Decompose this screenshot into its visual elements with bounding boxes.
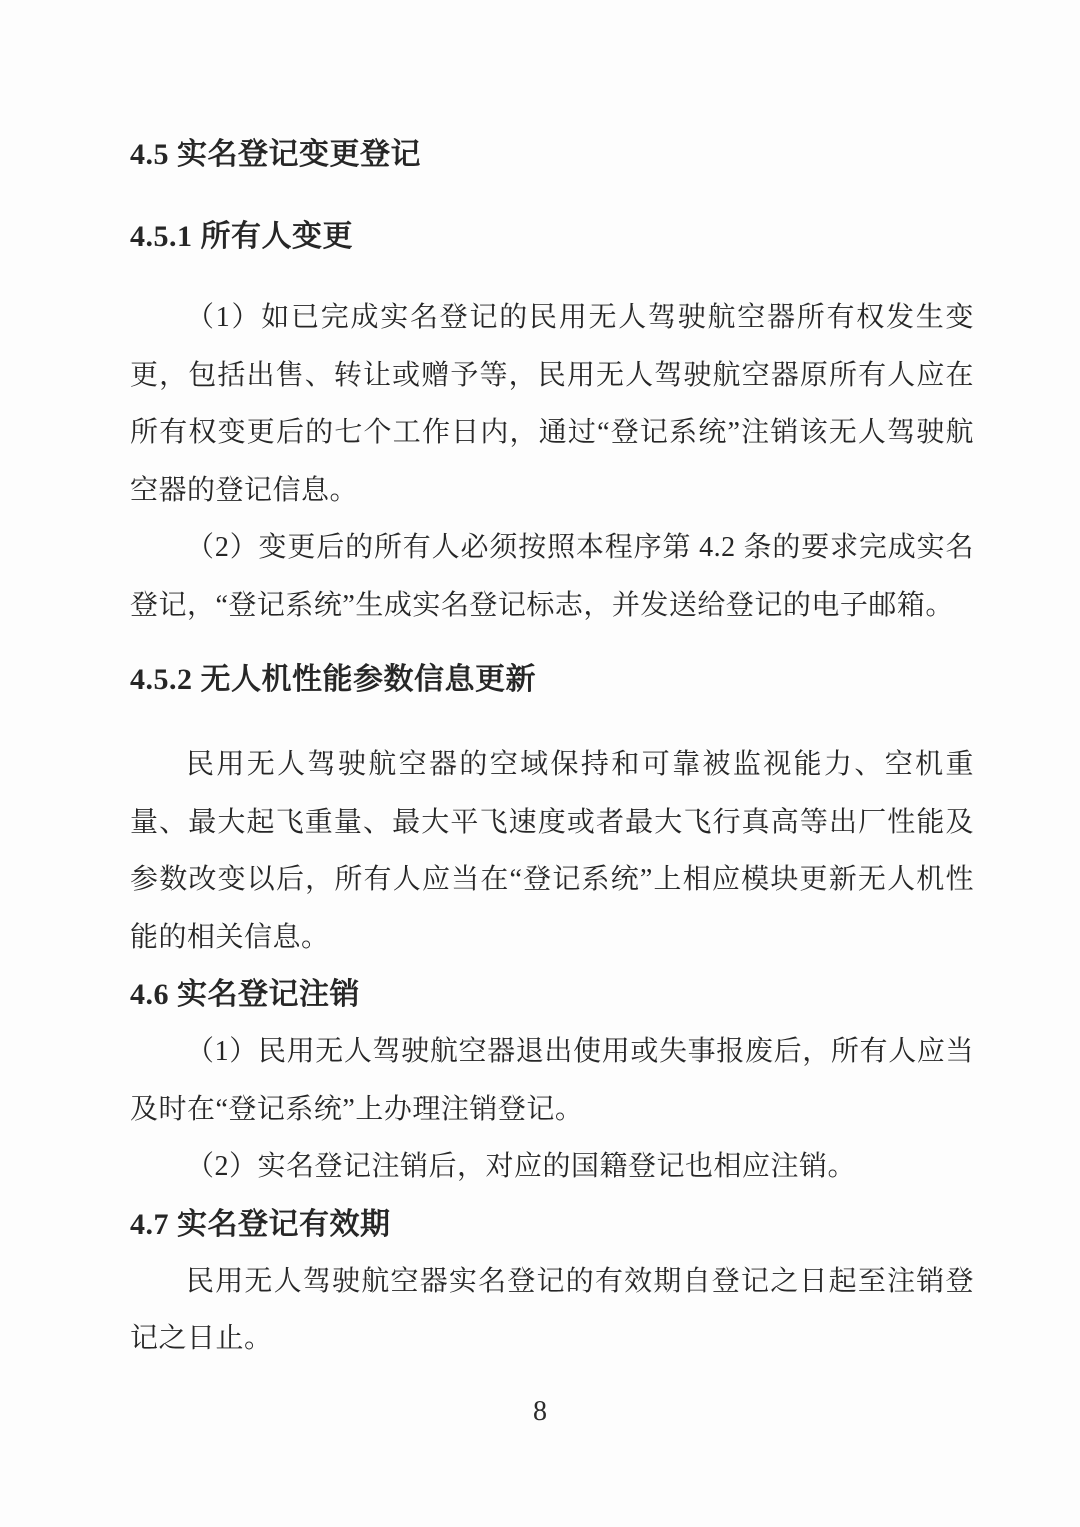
section-heading-4-5: 4.5 实名登记变更登记 <box>130 138 421 171</box>
section-heading-4-7: 4.7 实名登记有效期 <box>130 1207 391 1241</box>
paragraph-owner-change-item-1: （1）如已完成实名登记的民用无人驾驶航空器所有权发生变更，包括出售、转让或赠予等，民用无人驾驶航空器原所有人应在所有权变更后的七个工作日内，通过“登记系统”注销该无人驾驶航空器的登记信息。 <box>130 302 974 506</box>
page-number: 8 <box>533 1396 547 1427</box>
section-heading-4-6: 4.6 实名登记注销 <box>130 978 360 1011</box>
section-heading-4-5-1: 4.5.1 所有人变更 <box>130 220 353 253</box>
section-heading-4-5-2: 4.5.2 无人机性能参数信息更新 <box>130 663 536 696</box>
paragraph-deregistration-item-1: （1）民用无人驾驶航空器退出使用或失事报废后，所有人应当及时在“登记系统”上办理注销登记。 <box>130 1036 974 1125</box>
paragraph-owner-change-item-2: （2）变更后的所有人必须按照本程序第 4.2 条的要求完成实名登记，“登记系统”生成实名登记标志，并发送给登记的电子邮箱。 <box>130 532 974 621</box>
paragraph-validity-period: 民用无人驾驶航空器实名登记的有效期自登记之日起至注销登记之日止。 <box>130 1265 974 1354</box>
paragraph-performance-update: 民用无人驾驶航空器的空域保持和可靠被监视能力、空机重量、最大起飞重量、最大平飞速度或者最大飞行真高等出厂性能及参数改变以后，所有人应当在“登记系统”上相应模块更新无人机性能的相关信息。 <box>130 749 974 953</box>
paragraph-deregistration-item-2: （2）实名登记注销后，对应的国籍登记也相应注销。 <box>186 1151 857 1182</box>
